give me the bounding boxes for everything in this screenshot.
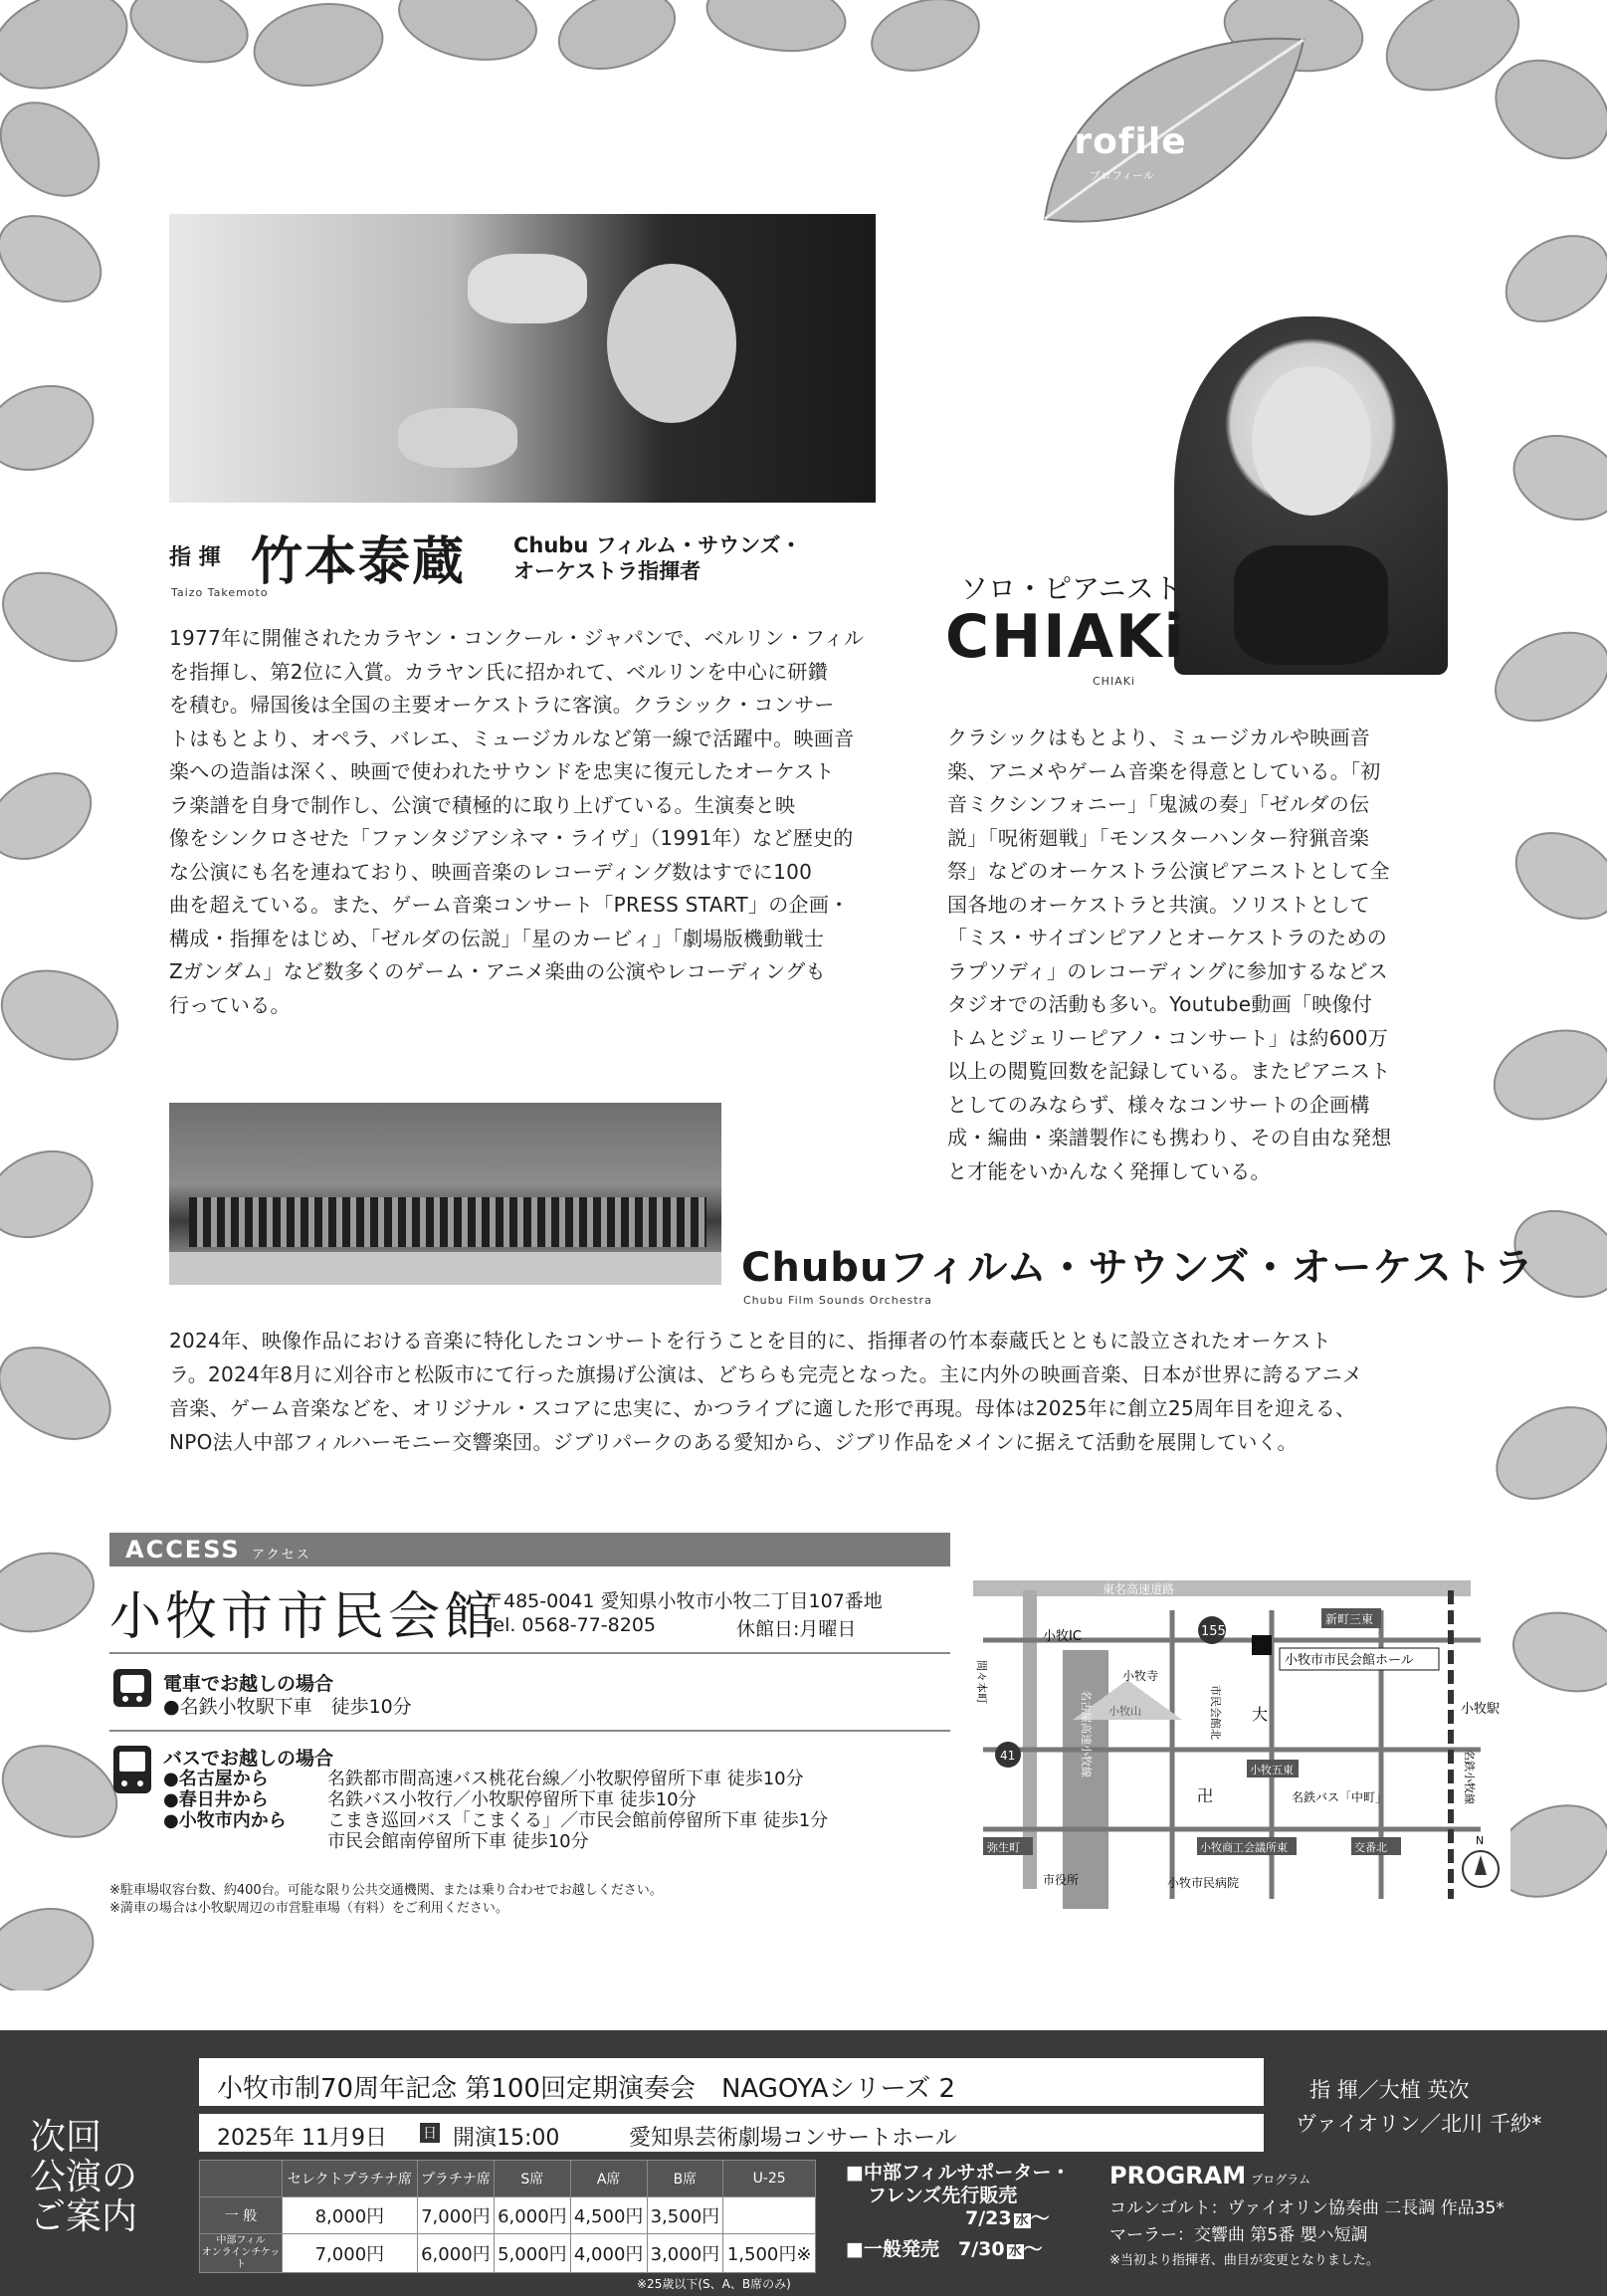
program-title: PROGRAM bbox=[1109, 2162, 1247, 2190]
leaf-decoration-left bbox=[0, 199, 149, 1990]
orchestra-photo bbox=[169, 1103, 721, 1285]
program-subtitle: プログラム bbox=[1251, 2173, 1311, 2187]
orchestra-romaji: Chubu Film Sounds Orchestra bbox=[743, 1294, 932, 1307]
map-komaki-station: 小牧駅 bbox=[1461, 1702, 1501, 1717]
next-concert-section bbox=[0, 2030, 1607, 2296]
next-date-panel bbox=[199, 2114, 1264, 2152]
map-hospital: 小牧市民病院 bbox=[1167, 1876, 1240, 1890]
bus-title: バスでお越しの場合 bbox=[163, 1748, 334, 1770]
sale-2-dow: 水 bbox=[1008, 2244, 1022, 2259]
conductor-photo bbox=[169, 214, 876, 503]
map-kokudo: 名古屋高速小牧線 bbox=[1080, 1690, 1093, 1777]
bus-route-row: 市民会館南停留所下車 徒歩10分 bbox=[327, 1831, 589, 1852]
map-hall-label: 小牧市市民会館ホール bbox=[1285, 1653, 1414, 1668]
map-shiminkaikan-kita: 市民会館北 bbox=[1209, 1685, 1222, 1740]
next-heading: 次回 公演の ご案内 bbox=[30, 2117, 138, 2237]
access-subtitle: アクセス bbox=[252, 1548, 311, 1563]
map-aichi: 間々本町 bbox=[975, 1660, 988, 1704]
map-yayoi: 弥生町 bbox=[987, 1841, 1020, 1854]
map-route-155: 155 bbox=[1201, 1624, 1226, 1639]
next-title: 小牧市制70周年記念 第100回定期演奏会 NAGOYAシリーズ 2 bbox=[217, 2074, 956, 2104]
next-day: 日 bbox=[420, 2123, 440, 2143]
map-dai: 大 bbox=[1252, 1705, 1269, 1724]
map-komakiyama: 小牧山 bbox=[1108, 1705, 1141, 1718]
price-table: セレクトプラチナ席 プラチナ席 S席 A席 B席 U-25 一 般 8,000円 7,000円 6,000円 4,500円 3,500円 中部フィル オンラインチケット 7,000円 6,000円 5,000円 4,000円 3,000円 1,500円※ bbox=[199, 2160, 816, 2273]
conductor-affiliation-2: オーケストラ指揮者 bbox=[513, 559, 702, 583]
conductor-romaji: Taizo Takemoto bbox=[171, 586, 269, 599]
access-divider-1 bbox=[109, 1652, 950, 1654]
pianist-romaji: CHIAKi bbox=[1093, 675, 1135, 688]
next-violin: ヴァイオリン／北川 千紗* bbox=[1296, 2112, 1542, 2136]
pianist-photo bbox=[1174, 316, 1448, 675]
train-icon bbox=[111, 1667, 153, 1709]
map-expressway: 東名高速道路 bbox=[1103, 1582, 1175, 1596]
map-north: N bbox=[1476, 1834, 1485, 1847]
venue-name: 小牧市市民会館 bbox=[109, 1587, 501, 1647]
map-bus-nakacho: 名鉄バス「中町」 bbox=[1292, 1790, 1388, 1804]
map-shinmachi: 新町三東 bbox=[1325, 1612, 1374, 1626]
bus-route-row: ●名古屋から 名鉄都市間高速バス桃花台線／小牧駅停留所下車 徒歩10分 bbox=[163, 1769, 804, 1789]
orchestra-bio: 2024年、映像作品における音楽に特化したコンサートを行うことを目的に、指揮者の竹本泰蔵氏とともに設立されたオーケスト ラ。2024年8月に刈谷市と松阪市にて行った旗揚げ公演は、どちらも完売となった。主に内外の映画音楽、日本が世界に誇るアニメ 音楽、ゲーム音楽などを、オリジナル・スコアに忠実に、かつライブに適した形で再現。母体は2025年に創立25周年目を迎える、 NPO法人中部フィルハーモニー交響楽団。ジブリパークのある愛知から、ジブリ作品をメインに据えて活動を展開していく。 bbox=[169, 1329, 1363, 1454]
venue-address: 〒485-0041 愛知県小牧市小牧二丁目107番地 bbox=[485, 1590, 883, 1612]
access-bar bbox=[109, 1533, 950, 1566]
map-meitetsu-line: 名鉄小牧線 bbox=[1463, 1750, 1476, 1804]
next-date: 2025年 11月9日 bbox=[217, 2126, 387, 2151]
map-shogyo: 小牧商工会議所東 bbox=[1200, 1841, 1288, 1854]
venue-closed: 休館日:月曜日 bbox=[736, 1618, 857, 1640]
sales-info: ■中部フィルサポーター・ フレンズ先行販売 7/23 水 〜 ■一般発売 7/30 水 〜 bbox=[846, 2162, 1071, 2260]
bus-icon bbox=[111, 1744, 153, 1795]
orchestra-name: Chubuフィルム・サウンズ・オーケストラ bbox=[741, 1245, 1534, 1291]
access-map bbox=[963, 1570, 1510, 1929]
program-info bbox=[1109, 2162, 1505, 2268]
parking-note-1: ※駐車場収容台数、約400台。可能な限り公共交通機関、または乗り合わせでお越しください。 bbox=[109, 1883, 663, 1898]
map-komaki5: 小牧五東 bbox=[1250, 1764, 1294, 1776]
conductor-role: 指 揮 bbox=[169, 545, 221, 570]
train-route: ●名鉄小牧駅下車 徒歩10分 bbox=[163, 1696, 412, 1718]
map-komakiji: 小牧寺 bbox=[1122, 1669, 1159, 1683]
conductor-affiliation-1: Chubu フィルム・サウンズ・ bbox=[513, 533, 802, 557]
map-koban: 交番北 bbox=[1354, 1841, 1387, 1854]
map-temple-icon: 卍 bbox=[1197, 1786, 1214, 1805]
next-conductor: 指 揮／大植 英次 bbox=[1309, 2078, 1470, 2102]
profile-title: Profile bbox=[1047, 121, 1187, 162]
pianist-name: CHIAKi bbox=[945, 602, 1187, 672]
map-city-hall: 市役所 bbox=[1043, 1873, 1080, 1887]
program-item: コルンゴルト：ヴァイオリン協奏曲 二長調 作品35* bbox=[1109, 2198, 1505, 2218]
bus-route-row: ●春日井から 名鉄バス小牧行／小牧駅停留所下車 徒歩10分 bbox=[163, 1789, 697, 1810]
train-title: 電車でお越しの場合 bbox=[163, 1673, 334, 1695]
program-note: ※当初より指揮者、曲目が変更となりました。 bbox=[1109, 2253, 1379, 2268]
profile-subtitle: プロフィール bbox=[1090, 169, 1154, 182]
leaf-decoration-top bbox=[0, 0, 1607, 199]
bus-routes bbox=[163, 1769, 959, 1852]
conductor-name: 竹本泰蔵 bbox=[251, 532, 467, 592]
next-open: 開演15:00 bbox=[453, 2126, 560, 2151]
program-item: マーラー：交響曲 第5番 嬰ハ短調 bbox=[1109, 2225, 1368, 2245]
parking-note-2: ※満車の場合は小牧駅周辺の市営駐車場（有料）をご利用ください。 bbox=[109, 1901, 508, 1916]
venue-tel: Tel. 0568-77-8205 bbox=[485, 1614, 657, 1636]
access-divider-2 bbox=[109, 1730, 950, 1732]
price-row: 一 般 8,000円 7,000円 6,000円 4,500円 3,500円 bbox=[200, 2197, 816, 2234]
price-row: 中部フィル オンラインチケット 7,000円 6,000円 5,000円 4,000円 3,000円 1,500円※ bbox=[200, 2234, 816, 2273]
price-note: ※25歳以下(S、A、B席のみ) bbox=[637, 2277, 791, 2291]
pianist-role: ソロ・ピアニスト bbox=[960, 572, 1182, 605]
sale-1-dow: 水 bbox=[1015, 2213, 1029, 2228]
bus-route-row: ●小牧市内から こまき巡回バス「こまくる」／市民会館前停留所下車 徒歩1分 bbox=[163, 1810, 829, 1831]
map-route-41: 41 bbox=[1000, 1749, 1016, 1763]
conductor-bio: 1977年に開催されたカラヤン・コンクール・ジャパンで、ベルリン・フィル を指揮し、第2位に入賞。カラヤン氏に招かれて、ベルリンを中心に研鑽 を積む。帰国後は全国の主要オーケストラに客演。クラシック・コンサー トはもとより、オペラ、バレエ、ミュージカルなど第一線で活躍中。映画音 楽への造詣は深く、映画で使われたサウンドを忠実に復元したオーケスト ラ楽譜を自身で制作し、公演で積極的に取り上げている。生演奏と映 像をシンクロさせた「ファンタジアシネマ・ライヴ」（1991年）など歴史的 な公演にも名を連ねており、映画音楽のレコーディング数はすでに100 曲を超えている。また、ゲーム音楽コンサート「PRESS START」の企画・ 構成・指揮をはじめ、「ゼルダの伝説」「星のカービィ」「劇場版機動戦士 Zガンダム」など数多くのゲーム・アニメ楽曲の公演やレコーディングも 行っている。 bbox=[169, 626, 865, 1017]
next-venue: 愛知県芸術劇場コンサートホール bbox=[629, 2126, 957, 2151]
access-title: ACCESS bbox=[125, 1536, 241, 1564]
next-title-panel bbox=[199, 2058, 1264, 2106]
pianist-bio: クラシックはもとより、ミュージカルや映画音 楽、アニメやゲーム音楽を得意としている。「初 音ミクシンフォニー」「鬼滅の奏」「ゼルダの伝 説」「呪術廻戦」「モンスターハンター狩猟音楽 祭」などのオーケストラ公演ピアニストとして全 国各地のオーケストラと共演。ソリストとして 「ミス・サイゴンピアノとオーケストラのための ラプソディ」のレコーディングに参加するなどス タジオでの活動も多い。Youtube動画「映像付 トムとジェリーピアノ・コンサート」は約600万 以上の閲覧回数を記録している。またピアニスト としてのみならず、様々なコンサートの企画構 成・編曲・楽譜製作にも携わり、その自由な発想 と才能をいかんなく発揮している。 bbox=[947, 726, 1392, 1183]
map-komaki-ic: 小牧IC bbox=[1043, 1629, 1082, 1644]
